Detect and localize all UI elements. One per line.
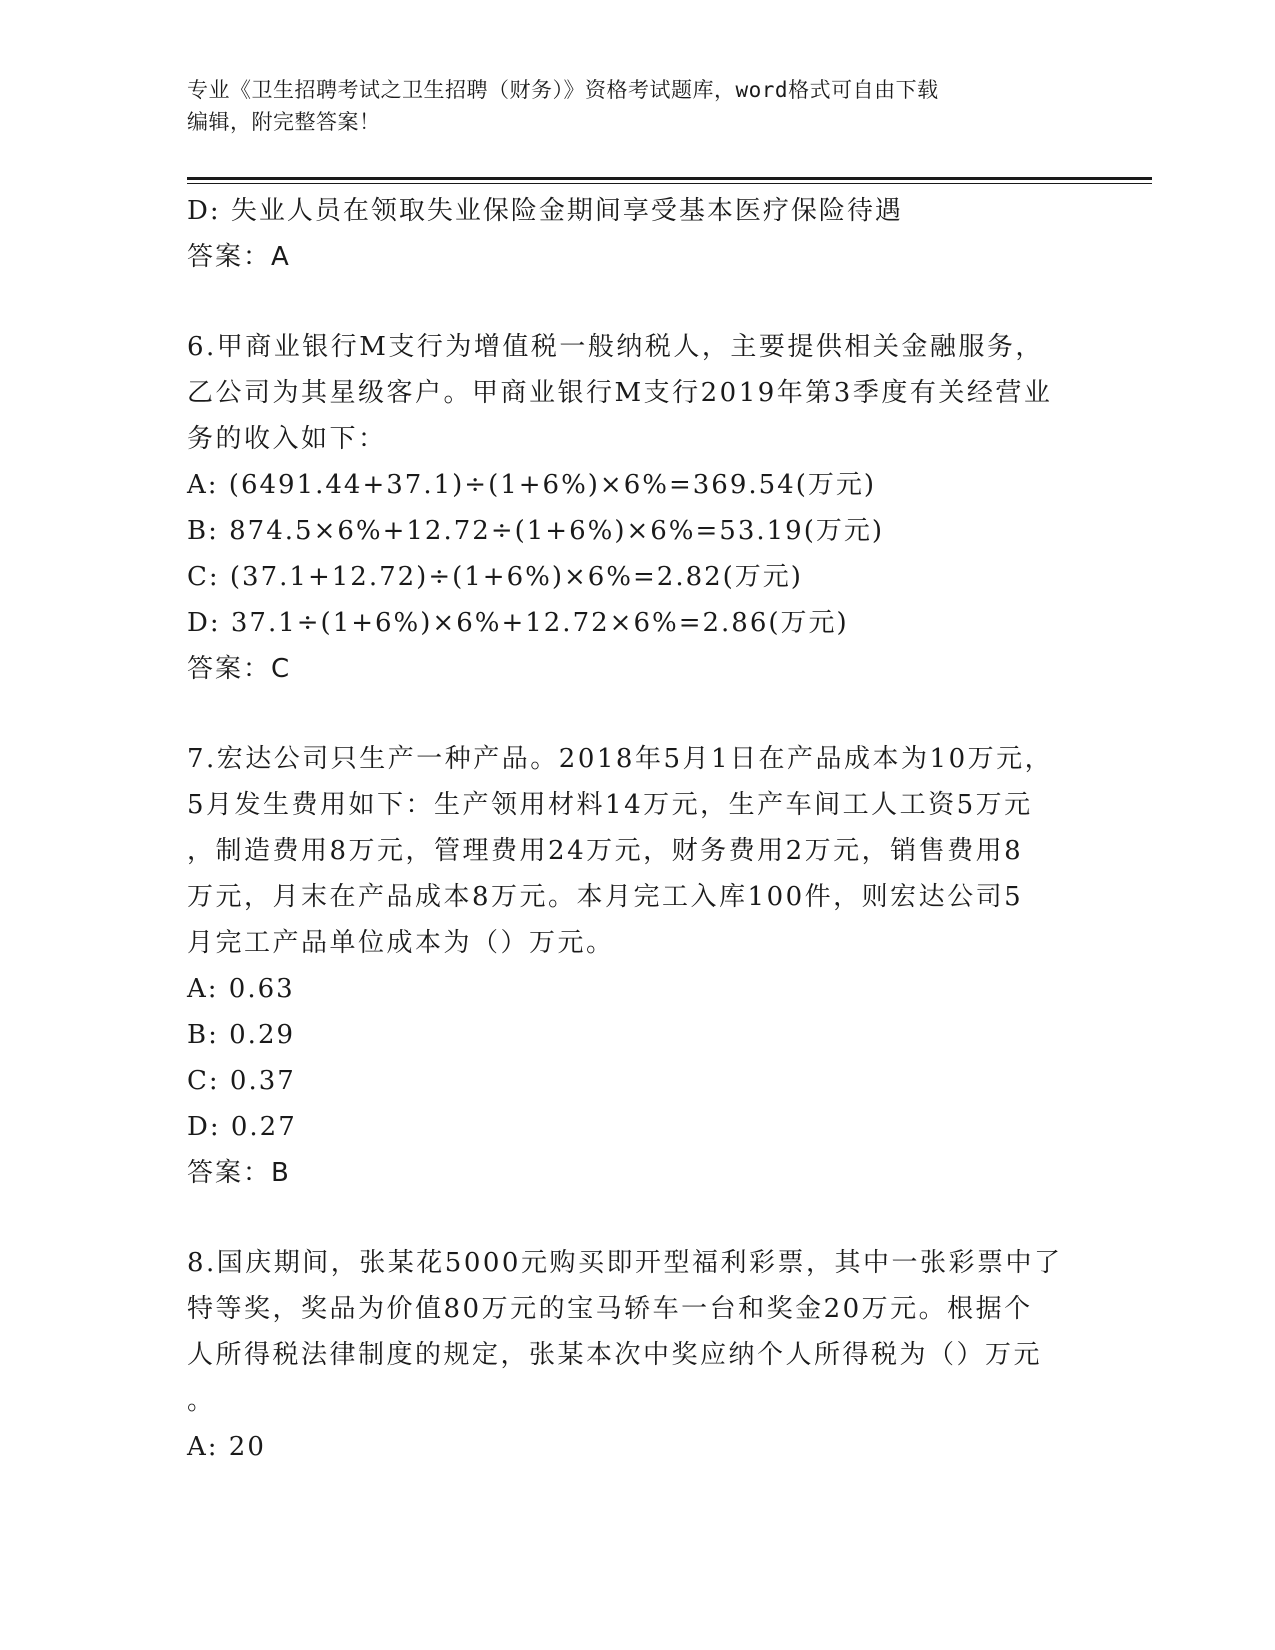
question-stem-line: 乙公司为其星级客户。甲商业银行M支行2019年第3季度有关经营业 xyxy=(187,378,1053,408)
option-d: D: 37.1÷(1+6%)×6%+12.72×6%=2.86(万元) xyxy=(187,608,849,638)
option-c: C: 0.37 xyxy=(187,1066,296,1096)
option-b: B: 874.5×6%+12.72÷(1+6%)×6%=53.19(万元) xyxy=(187,516,884,546)
document-header xyxy=(187,74,1067,138)
header-line-2: 编辑，附完整答案！ xyxy=(187,110,381,134)
header-rule-thin xyxy=(187,183,1152,184)
question-stem-line: 5月发生费用如下：生产领用材料14万元，生产车间工人工资5万元 xyxy=(187,790,1033,820)
question-stem-line: ，制造费用8万元，管理费用24万元，财务费用2万元，销售费用8 xyxy=(187,836,1024,866)
spacer xyxy=(187,280,1087,324)
question-8 xyxy=(187,1240,1087,1470)
spacer xyxy=(187,692,1087,736)
question-stem-line: 务的收入如下： xyxy=(187,424,387,454)
question-list xyxy=(187,188,1087,1470)
question-stem-line: 万元，月末在产品成本8万元。本月完工入库100件，则宏达公司5 xyxy=(187,882,1024,912)
option-a: A: 0.63 xyxy=(187,974,295,1004)
answer: 答案：C xyxy=(187,654,292,684)
question-stem-line: 月完工产品单位成本为（）万元。 xyxy=(187,928,615,958)
question-stem-line: 。 xyxy=(187,1386,216,1416)
question-stem-line: 7.宏达公司只生产一种产品。2018年5月1日在产品成本为10万元， xyxy=(187,744,1054,774)
header-line-1: 专业《卫生招聘考试之卫生招聘（财务）》资格考试题库，word格式可自由下载 xyxy=(187,78,939,102)
header-rule-thick xyxy=(187,177,1152,180)
option-c: C: (37.1+12.72)÷(1+6%)×6%=2.82(万元) xyxy=(187,562,803,592)
question-stem-line: 人所得税法律制度的规定，张某本次中奖应纳个人所得税为（）万元 xyxy=(187,1340,1043,1370)
option-d: D: 失业人员在领取失业保险金期间享受基本医疗保险待遇 xyxy=(187,196,903,226)
question-stem-line: 特等奖，奖品为价值80万元的宝马轿车一台和奖金20万元。根据个 xyxy=(187,1294,1033,1324)
question-6 xyxy=(187,324,1087,692)
option-b: B: 0.29 xyxy=(187,1020,296,1050)
answer: 答案：A xyxy=(187,242,291,272)
question-stem-line: 8.国庆期间，张某花5000元购买即开型福利彩票，其中一张彩票中了 xyxy=(187,1248,1063,1278)
answer: 答案：B xyxy=(187,1158,291,1188)
question-stem-line: 6.甲商业银行M支行为增值税一般纳税人，主要提供相关金融服务， xyxy=(187,332,1044,362)
spacer xyxy=(187,1196,1087,1240)
option-d: D: 0.27 xyxy=(187,1112,297,1142)
option-a: A: (6491.44+37.1)÷(1+6%)×6%=369.54(万元) xyxy=(187,470,877,500)
question-7 xyxy=(187,736,1087,1196)
question-5-tail xyxy=(187,188,1087,280)
option-a: A: 20 xyxy=(187,1432,266,1462)
